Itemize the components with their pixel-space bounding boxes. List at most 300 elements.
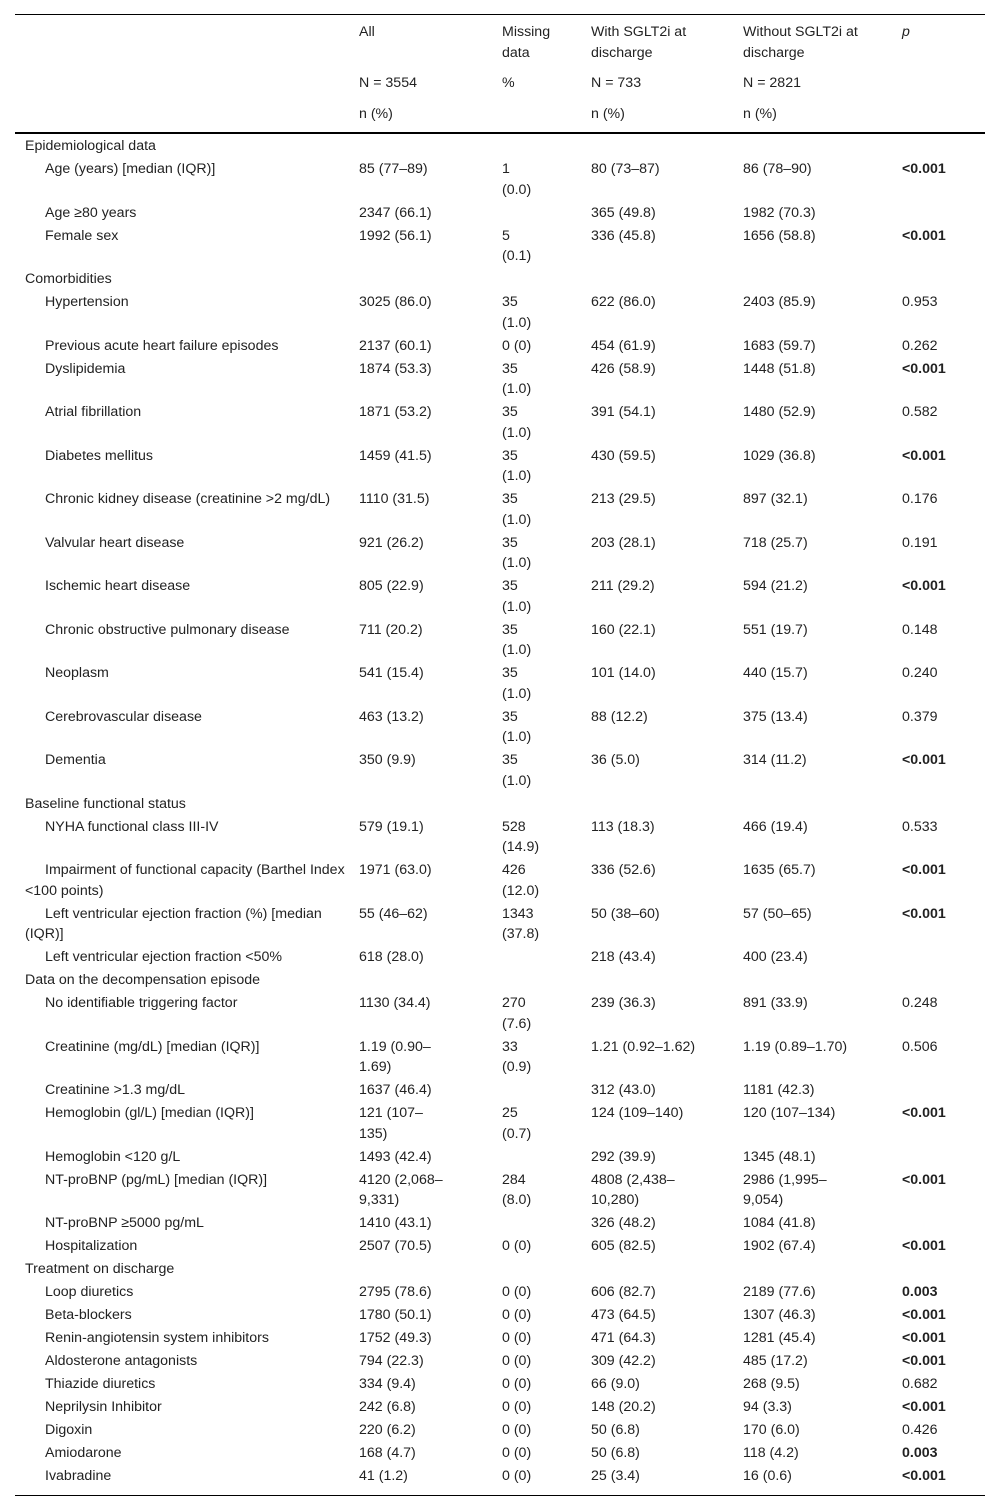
table-row <box>15 1282 985 1305</box>
cell-all <box>359 533 502 577</box>
cell-p <box>902 402 985 446</box>
cell-p <box>902 750 985 794</box>
cell-without <box>743 1147 902 1170</box>
cell-without <box>743 1213 902 1236</box>
cell-missing-text: 0 (0) <box>502 1445 532 1461</box>
row-label-text: Diabetes mellitus <box>45 447 154 464</box>
cell-without <box>743 904 902 948</box>
cell-missing <box>502 620 591 664</box>
cell-missing-text: 0 (0) <box>502 1238 532 1254</box>
cell-without <box>743 1282 902 1305</box>
cell-p-text: 0.262 <box>902 337 938 354</box>
cell-without-text: 1902 (67.4) <box>743 1238 816 1254</box>
row-label-text: Chronic kidney disease (creatinine >2 mg/dL) <box>45 491 331 507</box>
header-unit-all: n (%) <box>359 104 502 134</box>
cell-all-text: 168 (4.7) <box>359 1445 416 1461</box>
cell-p-text: 0.953 <box>902 294 938 310</box>
cell-missing <box>502 1213 591 1236</box>
cell-all-text: 350 (9.9) <box>359 752 416 768</box>
table-row <box>15 1443 985 1466</box>
cell-missing <box>502 576 591 620</box>
row-label <box>15 1374 359 1397</box>
row-label-text: Valvular heart disease <box>45 534 185 551</box>
header-row-counts <box>15 73 985 104</box>
cell-missing <box>502 947 591 970</box>
cell-without <box>743 1420 902 1443</box>
cell-missing <box>502 402 591 446</box>
row-label <box>15 489 359 533</box>
row-label-text: Hypertension <box>45 294 129 310</box>
row-label-text: NYHA functional class III-IV <box>45 818 219 835</box>
row-label <box>15 1443 359 1466</box>
row-label <box>15 1170 359 1214</box>
cell-p <box>902 1103 985 1147</box>
row-label <box>15 1282 359 1305</box>
cell-all-text: 4120 (2,068–9,331) <box>359 1171 443 1208</box>
row-label <box>15 947 359 970</box>
cell-missing-text: 33 (0.9) <box>502 1038 532 1075</box>
cell-without-text: 1683 (59.7) <box>743 337 816 354</box>
header-row-titles <box>15 15 985 74</box>
cell-all <box>359 359 502 403</box>
header-row-units <box>15 104 985 134</box>
cell-without <box>743 226 902 270</box>
cell-without-text: 1345 (48.1) <box>743 1148 816 1165</box>
cell-without <box>743 620 902 664</box>
cell-with-text: 80 (73–87) <box>591 161 660 177</box>
cell-missing-text: 5 (0.1) <box>502 227 532 264</box>
cell-p-text: <0.001 <box>902 1399 946 1415</box>
cell-all-text: 334 (9.4) <box>359 1376 416 1392</box>
section-row <box>15 269 985 292</box>
cell-p-text: 0.240 <box>902 665 938 681</box>
cell-without <box>743 1305 902 1328</box>
cell-all <box>359 1037 502 1081</box>
cell-with-text: 426 (58.9) <box>591 360 656 377</box>
cell-all <box>359 1236 502 1259</box>
cell-missing <box>502 1443 591 1466</box>
cell-without-text: 1181 (42.3) <box>743 1082 815 1098</box>
cell-all-text: 1637 (46.4) <box>359 1082 432 1098</box>
cell-without-text: 551 (19.7) <box>743 621 808 638</box>
cell-all-text: 1752 (49.3) <box>359 1330 432 1346</box>
table-row <box>15 750 985 794</box>
row-label <box>15 402 359 446</box>
cell-all <box>359 1443 502 1466</box>
cell-without-text: 485 (17.2) <box>743 1353 808 1369</box>
row-label <box>15 336 359 359</box>
cell-without <box>743 663 902 707</box>
cell-with <box>591 1466 743 1495</box>
cell-all <box>359 446 502 490</box>
cell-all-text: 1130 (34.4) <box>359 995 431 1011</box>
cell-all <box>359 489 502 533</box>
cell-without-text: 170 (6.0) <box>743 1422 800 1438</box>
cell-all <box>359 947 502 970</box>
cell-all-text: 41 (1.2) <box>359 1468 408 1484</box>
cell-all <box>359 576 502 620</box>
cell-all <box>359 1466 502 1495</box>
cell-without <box>743 1397 902 1420</box>
row-label-text: Aldosterone antagonists <box>45 1353 198 1369</box>
cell-without <box>743 533 902 577</box>
cell-with <box>591 1328 743 1351</box>
cell-without <box>743 1170 902 1214</box>
cell-all-text: 541 (15.4) <box>359 665 424 681</box>
header-cell-without <box>743 15 902 74</box>
section-row <box>15 970 985 993</box>
row-label-text: Neprilysin Inhibitor <box>45 1399 162 1415</box>
header-missing-text: Missing data <box>502 24 551 61</box>
row-label <box>15 446 359 490</box>
row-label <box>15 663 359 707</box>
cell-missing-text: 35 (1.0) <box>502 708 532 745</box>
table-row <box>15 1213 985 1236</box>
cell-all <box>359 402 502 446</box>
row-label-text: Previous acute heart failure episodes <box>45 337 279 354</box>
table-row <box>15 159 985 203</box>
cell-with <box>591 1282 743 1305</box>
table-row <box>15 1037 985 1081</box>
row-label-text: Beta-blockers <box>45 1307 132 1323</box>
cell-p <box>902 1374 985 1397</box>
cell-missing-text: 0 (0) <box>502 1376 532 1392</box>
cell-all <box>359 620 502 664</box>
header-unit-without: n (%) <box>743 104 902 134</box>
cell-missing-text: 35 (1.0) <box>502 621 532 658</box>
cell-without-text: 1448 (51.8) <box>743 360 816 377</box>
cell-all <box>359 1282 502 1305</box>
cell-all-text: 618 (28.0) <box>359 949 424 965</box>
cell-p-text: <0.001 <box>902 360 946 377</box>
row-label-text: Left ventricular ejection fraction (%) [median (IQR)] <box>25 905 322 942</box>
header-without-text: Without SGLT2i at discharge <box>743 24 858 61</box>
table-row <box>15 1420 985 1443</box>
cell-missing <box>502 1080 591 1103</box>
cell-all-text: 1459 (41.5) <box>359 447 432 464</box>
cell-with-text: 148 (20.2) <box>591 1399 656 1415</box>
cell-with <box>591 226 743 270</box>
cell-p-text: <0.001 <box>902 1468 946 1484</box>
row-label-text: Digoxin <box>45 1422 93 1438</box>
cell-missing-text: 35 (1.0) <box>502 404 532 441</box>
table-row <box>15 1170 985 1214</box>
cell-all <box>359 750 502 794</box>
cell-p-text: <0.001 <box>902 1238 946 1254</box>
table-row <box>15 1305 985 1328</box>
cell-without-text: 718 (25.7) <box>743 534 808 551</box>
cell-without-text: 1029 (36.8) <box>743 447 816 464</box>
cell-missing <box>502 817 591 861</box>
cell-missing <box>502 1282 591 1305</box>
cell-p-text: <0.001 <box>902 1105 946 1121</box>
cell-p <box>902 533 985 577</box>
cell-all <box>359 993 502 1037</box>
cell-without <box>743 860 902 904</box>
cell-missing <box>502 1397 591 1420</box>
cell-all <box>359 203 502 226</box>
cell-p <box>902 1397 985 1420</box>
header-count-with: N = 733 <box>591 75 642 91</box>
cell-missing <box>502 1305 591 1328</box>
cell-p <box>902 1147 985 1170</box>
cell-with <box>591 489 743 533</box>
cell-p <box>902 1282 985 1305</box>
header-with-text: With SGLT2i at discharge <box>591 24 687 61</box>
cell-all <box>359 1328 502 1351</box>
cell-with <box>591 1305 743 1328</box>
cell-p-text: 0.533 <box>902 818 938 835</box>
row-label <box>15 1305 359 1328</box>
table-row <box>15 576 985 620</box>
cell-without <box>743 1351 902 1374</box>
cell-with <box>591 1103 743 1147</box>
cell-with-text: 36 (5.0) <box>591 752 640 768</box>
cell-with-text: 605 (82.5) <box>591 1238 656 1254</box>
table-row <box>15 993 985 1037</box>
cell-missing-text: 426 (12.0) <box>502 862 540 899</box>
cell-all <box>359 817 502 861</box>
cell-all-text: 1874 (53.3) <box>359 360 432 377</box>
cell-missing-text: 35 (1.0) <box>502 752 532 789</box>
table-row <box>15 707 985 751</box>
cell-p <box>902 1420 985 1443</box>
row-label <box>15 1147 359 1170</box>
cell-without-text: 118 (4.2) <box>743 1445 799 1461</box>
cell-p <box>902 904 985 948</box>
row-label <box>15 1037 359 1081</box>
row-label-text: Female sex <box>45 227 119 244</box>
cell-with <box>591 1443 743 1466</box>
cell-without-text: 86 (78–90) <box>743 161 812 177</box>
cell-missing <box>502 1236 591 1259</box>
cell-missing-text: 0 (0) <box>502 1399 532 1415</box>
cell-all <box>359 1147 502 1170</box>
cell-p <box>902 292 985 336</box>
cell-p-text: <0.001 <box>902 447 946 464</box>
cell-with-text: 326 (48.2) <box>591 1215 656 1231</box>
cell-missing <box>502 533 591 577</box>
cell-with <box>591 947 743 970</box>
row-label <box>15 1351 359 1374</box>
cell-p <box>902 1328 985 1351</box>
cell-p <box>902 707 985 751</box>
cell-missing <box>502 359 591 403</box>
row-label-text: Impairment of functional capacity (Barthel Index <100 points) <box>25 862 345 899</box>
cell-with <box>591 159 743 203</box>
cell-all-text: 1992 (56.1) <box>359 227 432 244</box>
cell-with-text: 50 (6.8) <box>591 1445 640 1461</box>
cell-all-text: 2137 (60.1) <box>359 337 432 354</box>
cell-p <box>902 159 985 203</box>
cell-p <box>902 203 985 226</box>
cell-without <box>743 707 902 751</box>
cell-missing-text: 1343 (37.8) <box>502 905 540 942</box>
cell-with-text: 454 (61.9) <box>591 337 656 354</box>
row-label <box>15 707 359 751</box>
cell-p-text: <0.001 <box>902 1330 946 1346</box>
cell-all-text: 805 (22.9) <box>359 578 424 594</box>
header-unit-with: n (%) <box>591 104 743 134</box>
cell-with-text: 124 (109–140) <box>591 1105 684 1121</box>
row-label <box>15 620 359 664</box>
cell-without <box>743 1080 902 1103</box>
row-label <box>15 159 359 203</box>
cell-with <box>591 817 743 861</box>
cell-p <box>902 489 985 533</box>
cell-p-text: 0.379 <box>902 708 938 725</box>
cell-missing <box>502 226 591 270</box>
cell-p-text: <0.001 <box>902 227 946 244</box>
cell-missing <box>502 203 591 226</box>
table-row <box>15 1466 985 1495</box>
cell-p-text: 0.176 <box>902 491 938 507</box>
cell-missing-text: 270 (7.6) <box>502 995 532 1032</box>
cell-all <box>359 1351 502 1374</box>
section-heading: Treatment on discharge <box>25 1261 175 1277</box>
table-row <box>15 860 985 904</box>
table-row <box>15 533 985 577</box>
row-label <box>15 292 359 336</box>
cell-all <box>359 1213 502 1236</box>
table-row <box>15 947 985 970</box>
cell-all <box>359 336 502 359</box>
cell-missing-text: 35 (1.0) <box>502 360 532 397</box>
cell-missing <box>502 489 591 533</box>
cell-without <box>743 576 902 620</box>
cell-missing-text: 35 (1.0) <box>502 294 532 331</box>
cell-p-text: <0.001 <box>902 1171 946 1188</box>
cell-without-text: 375 (13.4) <box>743 708 808 725</box>
row-label-text: Age ≥80 years <box>45 204 137 221</box>
row-label <box>15 226 359 270</box>
cell-all-text: 55 (46–62) <box>359 905 428 922</box>
header-count-missing: % <box>502 75 515 91</box>
cell-missing <box>502 292 591 336</box>
cell-without <box>743 817 902 861</box>
row-label-text: Atrial fibrillation <box>45 404 142 420</box>
cell-with-text: 203 (28.1) <box>591 534 656 551</box>
table-row <box>15 663 985 707</box>
cell-without-text: 466 (19.4) <box>743 818 808 835</box>
cell-with-text: 1.21 (0.92–1.62) <box>591 1038 696 1055</box>
table-row <box>15 1351 985 1374</box>
cell-missing-text: 0 (0) <box>502 1353 532 1369</box>
cell-without <box>743 1037 902 1081</box>
cell-all-text: 1780 (50.1) <box>359 1307 432 1323</box>
cell-with-text: 471 (64.3) <box>591 1330 656 1346</box>
cell-with <box>591 576 743 620</box>
row-label <box>15 576 359 620</box>
cell-with-text: 309 (42.2) <box>591 1353 656 1369</box>
cell-p <box>902 620 985 664</box>
section-heading: Data on the decompensation episode <box>25 972 261 988</box>
row-label-text: Age (years) [median (IQR)] <box>45 161 216 177</box>
cell-with <box>591 707 743 751</box>
cell-with <box>591 1170 743 1214</box>
cell-p-text: <0.001 <box>902 752 946 768</box>
cell-p <box>902 947 985 970</box>
cell-p <box>902 1170 985 1214</box>
cell-without <box>743 203 902 226</box>
cell-missing <box>502 993 591 1037</box>
cell-all <box>359 159 502 203</box>
cell-with-text: 312 (43.0) <box>591 1082 656 1098</box>
cell-with <box>591 1080 743 1103</box>
cell-p-text: <0.001 <box>902 1353 946 1369</box>
table-row <box>15 359 985 403</box>
cell-missing <box>502 1374 591 1397</box>
row-label <box>15 750 359 794</box>
cell-missing <box>502 663 591 707</box>
cell-without <box>743 402 902 446</box>
row-label <box>15 1236 359 1259</box>
cell-with <box>591 1236 743 1259</box>
table-row <box>15 1147 985 1170</box>
cell-without <box>743 159 902 203</box>
cell-without <box>743 1236 902 1259</box>
cell-p <box>902 1305 985 1328</box>
cell-without <box>743 1328 902 1351</box>
header-unit-label <box>15 104 359 134</box>
cell-without <box>743 1103 902 1147</box>
cell-with-text: 622 (86.0) <box>591 294 656 310</box>
cell-p-text: <0.001 <box>902 578 946 594</box>
header-count-without: N = 2821 <box>743 75 801 91</box>
cell-with-text: 211 (29.2) <box>591 578 655 594</box>
header-count-label <box>15 73 359 104</box>
cell-all-text: 921 (26.2) <box>359 534 424 551</box>
row-label-text: Creatinine (mg/dL) [median (IQR)] <box>45 1038 260 1055</box>
cell-without-text: 94 (3.3) <box>743 1399 792 1415</box>
cell-missing <box>502 750 591 794</box>
cell-p-text: 0.426 <box>902 1422 938 1438</box>
cell-with-text: 4808 (2,438–10,280) <box>591 1171 675 1208</box>
cell-without-text: 1656 (58.8) <box>743 227 816 244</box>
cell-with <box>591 1397 743 1420</box>
cell-with <box>591 904 743 948</box>
cell-missing-text: 528 (14.9) <box>502 818 540 855</box>
cell-without <box>743 1443 902 1466</box>
cell-p <box>902 1443 985 1466</box>
cell-missing-text: 0 (0) <box>502 1307 532 1323</box>
cell-all-text: 1.19 (0.90–1.69) <box>359 1038 431 1075</box>
cell-p-text: <0.001 <box>902 161 946 177</box>
cell-with <box>591 533 743 577</box>
cell-missing-text: 35 (1.0) <box>502 578 532 615</box>
cell-p <box>902 993 985 1037</box>
cell-with-text: 218 (43.4) <box>591 949 656 965</box>
header-count-p <box>902 73 985 104</box>
cell-with-text: 336 (45.8) <box>591 227 656 244</box>
cell-with-text: 50 (6.8) <box>591 1422 640 1438</box>
cell-with-text: 430 (59.5) <box>591 447 656 464</box>
cell-p <box>902 1037 985 1081</box>
cell-p <box>902 663 985 707</box>
cell-all-text: 3025 (86.0) <box>359 294 432 310</box>
cell-without-text: 440 (15.7) <box>743 665 808 681</box>
cell-without-text: 891 (33.9) <box>743 995 808 1011</box>
table-row <box>15 292 985 336</box>
table-row <box>15 1328 985 1351</box>
table-row <box>15 446 985 490</box>
cell-p <box>902 226 985 270</box>
cell-with-text: 239 (36.3) <box>591 995 656 1011</box>
cell-missing-text: 284 (8.0) <box>502 1171 532 1208</box>
cell-without-text: 1084 (41.8) <box>743 1215 816 1231</box>
cell-all-text: 711 (20.2) <box>359 621 423 638</box>
row-label-text: Thiazide diuretics <box>45 1376 156 1392</box>
